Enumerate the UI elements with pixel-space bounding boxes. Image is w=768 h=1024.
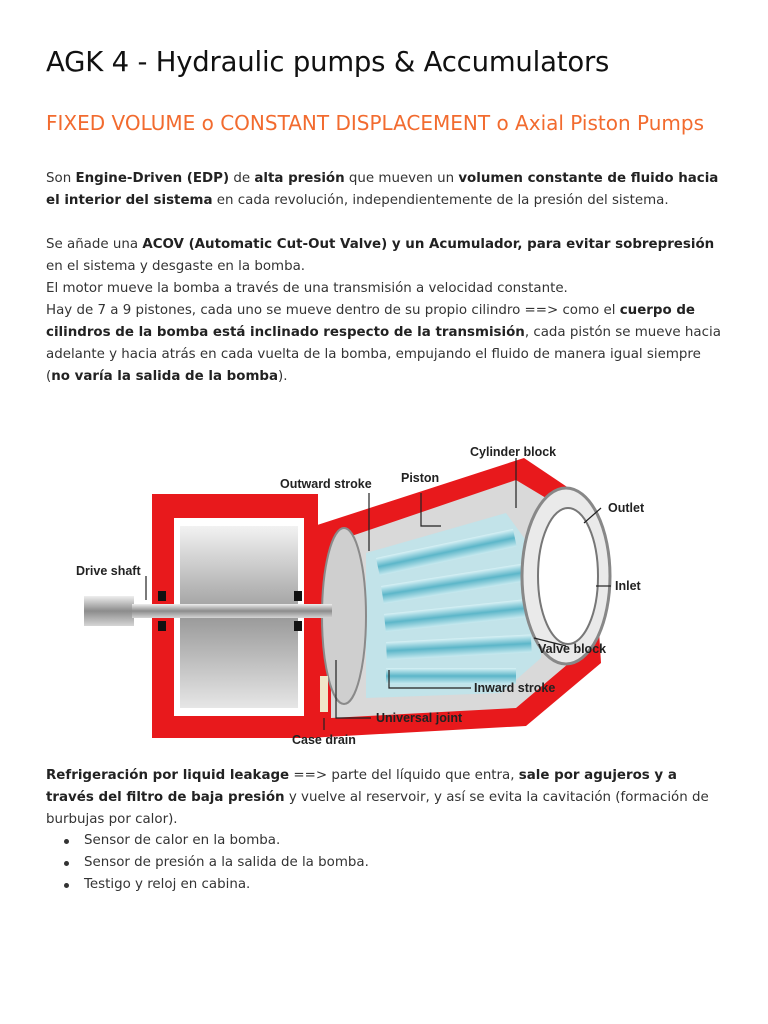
section-heading: FIXED VOLUME o CONSTANT DISPLACEMENT o Axial Piston Pumps [46, 111, 704, 135]
label-case-drain: Case drain [292, 733, 356, 747]
pistons-line: Hay de 7 a 9 pistones, cada uno se mueve dentro de su propio cilindro ==> como el cuerpo de cilindros de la bomba está inclinado respecto de la transmisión, cada pistón se mueve hacia adelante y hacia atrás en cada vuelta de la bomba, empujando el fluido de manera igual siempre (no varía la salida de la bomba). [46, 303, 721, 384]
details-paragraph [46, 234, 726, 388]
label-cylinder-block: Cylinder block [470, 445, 557, 459]
list-item: Sensor de presión a la salida de la bomba. [84, 852, 704, 874]
sensor-list [46, 830, 704, 896]
cooling-paragraph: Refrigeración por liquid leakage ==> parte del líquido que entra, sale por agujeros y a través del filtro de baja presión y vuelve al reservoir, y así se evita la cavitación (formación de burbujas por calor). [46, 768, 709, 827]
pump-illustration [46, 408, 646, 753]
axial-piston-pump-diagram [46, 408, 646, 753]
list-item: Testigo y reloj en cabina. [84, 874, 704, 896]
motor-line: El motor mueve la bomba a través de una transmisión a velocidad constante. [46, 281, 568, 296]
page-title: AGK 4 - Hydraulic pumps & Accumulators [46, 46, 610, 78]
case-drain-port [320, 676, 328, 712]
acov-line: Se añade una ACOV (Automatic Cut-Out Valve) y un Acumulador, para evitar sobrepresión en el sistema y desgaste en la bomba. [46, 237, 715, 274]
label-outlet: Outlet [608, 501, 645, 515]
list-item: Sensor de calor en la bomba. [84, 830, 704, 852]
valve-ring [522, 488, 610, 664]
label-drive-shaft: Drive shaft [76, 564, 141, 578]
label-universal-joint: Universal joint [376, 711, 463, 725]
intro-paragraph: Son Engine-Driven (EDP) de alta presión que mueven un volumen constante de fluido hacia el interior del sistema en cada revolución, independientemente de la presión del sistema. [46, 171, 719, 208]
label-outward-stroke: Outward stroke [280, 477, 372, 491]
label-piston: Piston [401, 471, 440, 485]
label-valve-block: Valve block [538, 642, 607, 656]
label-inlet: Inlet [615, 579, 641, 593]
label-inward-stroke: Inward stroke [474, 681, 556, 695]
